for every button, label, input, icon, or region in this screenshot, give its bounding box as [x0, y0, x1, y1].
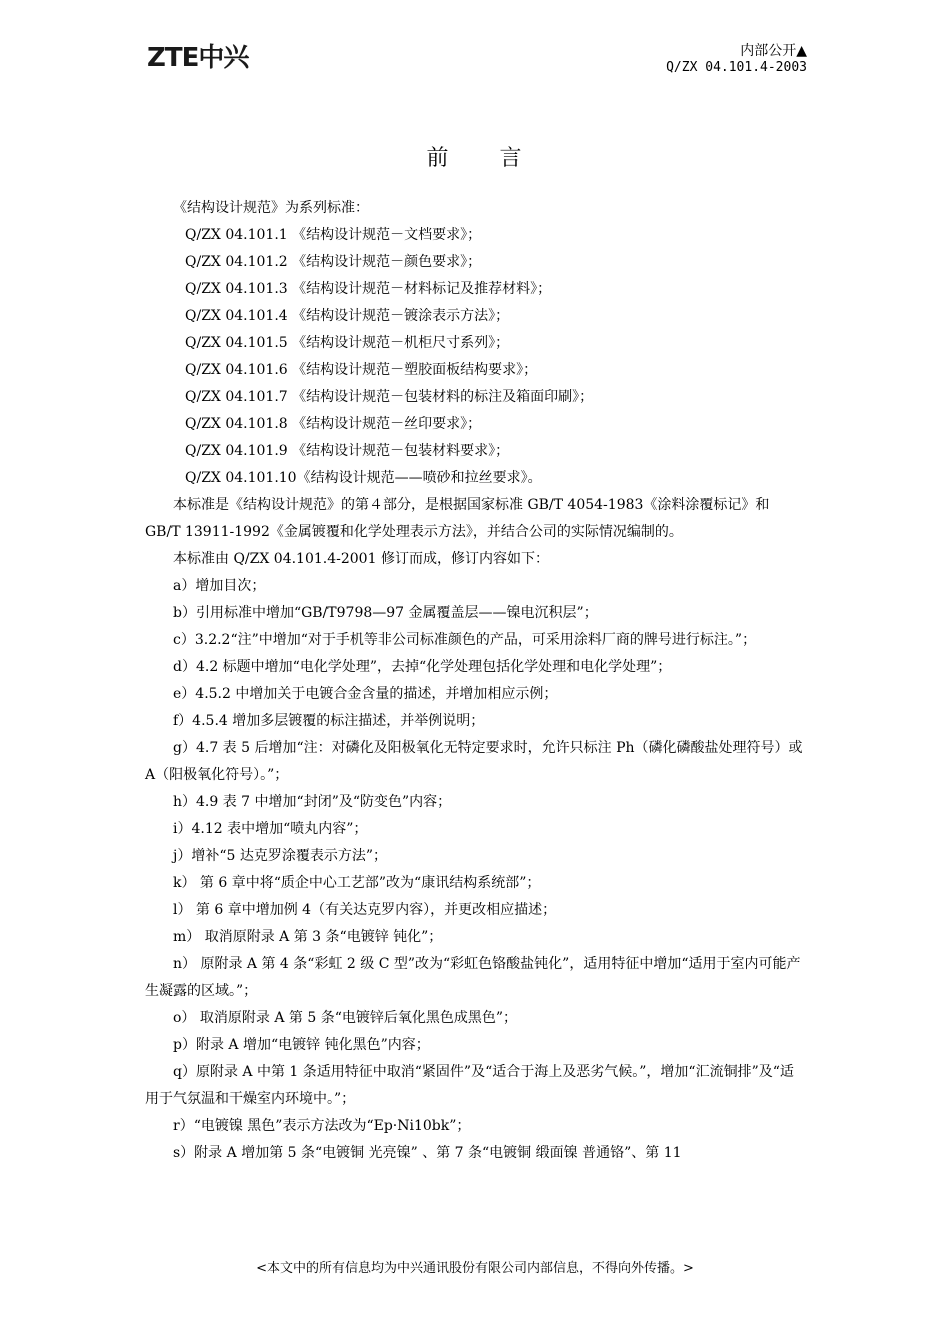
paragraph: Q/ZX 04.101.6 《结构设计规范－塑胶面板结构要求》；: [185, 362, 538, 378]
paragraph: Q/ZX 04.101.9 《结构设计规范－包装材料要求》；: [185, 443, 510, 459]
paragraph: 本标准是《结构设计规范》的第４部分，是根据国家标准 GB/T 4054-1983《涂料涂覆标记》和 GB/T 13911-1992《金属镀覆和化学处理表示方法》，并结合公司的实际情况编制的。: [145, 497, 770, 540]
paragraph: o） 取消原附录 A 第 5 条“电镀锌后氧化黑色成黑色”；: [173, 1010, 518, 1026]
document-number: Q/ZX 04.101.4-2003: [666, 60, 807, 75]
paragraph: m） 取消原附录 A 第 3 条“电镀锌 钝化”；: [173, 929, 443, 945]
paragraph: f）4.5.4 增加多层镀覆的标注描述，并举例说明；: [173, 713, 485, 729]
paragraph: j）增补“5 达克罗涂覆表示方法”；: [173, 848, 388, 864]
paragraph: q）原附录 A 中第 1 条适用特征中取消“紧固件”及“适合于海上及恶劣气候。”，增加“汇流铜排”及“适用于气氛温和干燥室内环境中。”；: [145, 1064, 794, 1107]
paragraph: Q/ZX 04.101.10《结构设计规范——喷砂和拉丝要求》。: [185, 470, 542, 486]
paragraph: Q/ZX 04.101.2 《结构设计规范－颜色要求》；: [185, 254, 482, 270]
paragraph: n） 原附录 A 第 4 条“彩虹 2 级 C 型”改为“彩虹色铬酸盐钝化”，适用特征中增加“适用于室内可能产生凝露的区域。”；: [145, 956, 801, 999]
paragraph: 本标准由 Q/ZX 04.101.4-2001 修订而成，修订内容如下：: [173, 551, 549, 567]
classification-label: 内部公开▲: [740, 43, 807, 59]
paragraph: Q/ZX 04.101.8 《结构设计规范－丝印要求》；: [185, 416, 482, 432]
document-body: [145, 195, 807, 1167]
page-title: 前 言: [426, 146, 524, 171]
paragraph: e）4.5.2 中增加关于电镀合金含量的描述，并增加相应示例；: [173, 686, 558, 702]
paragraph: g）4.7 表 5 后增加“注：对磷化及阳极氧化无特定要求时，允许只标注 Ph（磷化磷酸盐处理符号）或 A（阳极氧化符号）。”；: [145, 740, 803, 783]
paragraph: l） 第 6 章中增加例 4（有关达克罗内容），并更改相应描述；: [173, 902, 557, 918]
paragraph: h）4.9 表 7 中增加“封闭”及“防变色”内容；: [173, 794, 452, 810]
paragraph: Q/ZX 04.101.3 《结构设计规范－材料标记及推荐材料》；: [185, 281, 552, 297]
paragraph: 《结构设计规范》为系列标准：: [173, 200, 369, 216]
paragraph: c）3.2.2“注”中增加“对于手机等非公司标准颜色的产品，可采用涂料厂商的牌号进行标注。”；: [173, 632, 757, 648]
paragraph: k） 第 6 章中将“质企中心工艺部”改为“康讯结构系统部”；: [173, 875, 541, 891]
paragraph: p）附录 A 增加“电镀锌 钝化黑色”内容；: [173, 1037, 430, 1053]
zte-logo: ZTE中兴: [147, 43, 249, 73]
paragraph: Q/ZX 04.101.4 《结构设计规范－镀涂表示方法》；: [185, 308, 510, 324]
paragraph: a）增加目次；: [173, 578, 266, 594]
paragraph: d）4.2 标题中增加“电化学处理”，去掉“化学处理包括化学处理和电化学处理”；: [173, 659, 672, 675]
paragraph: b）引用标准中增加“GB/T9798—97 金属覆盖层——镍电沉积层”；: [173, 605, 598, 621]
confidentiality-footer: <本文中的所有信息均为中兴通讯股份有限公司内部信息，不得向外传播。>: [256, 1261, 694, 1276]
paragraph: Q/ZX 04.101.5 《结构设计规范－机柜尺寸系列》；: [185, 335, 510, 351]
paragraph: r）“电镀镍 黑色”表示方法改为“Ep·Ni10bk”；: [173, 1118, 471, 1134]
paragraph: s）附录 A 增加第 5 条“电镀铜 光亮镍” 、第 7 条“电镀铜 缎面镍 普通铬”、第 11: [173, 1145, 682, 1161]
paragraph: i）4.12 表中增加“喷丸内容”；: [173, 821, 368, 837]
paragraph: Q/ZX 04.101.1 《结构设计规范－文档要求》；: [185, 227, 482, 243]
paragraph: Q/ZX 04.101.7 《结构设计规范－包装材料的标注及箱面印刷》；: [185, 389, 594, 405]
